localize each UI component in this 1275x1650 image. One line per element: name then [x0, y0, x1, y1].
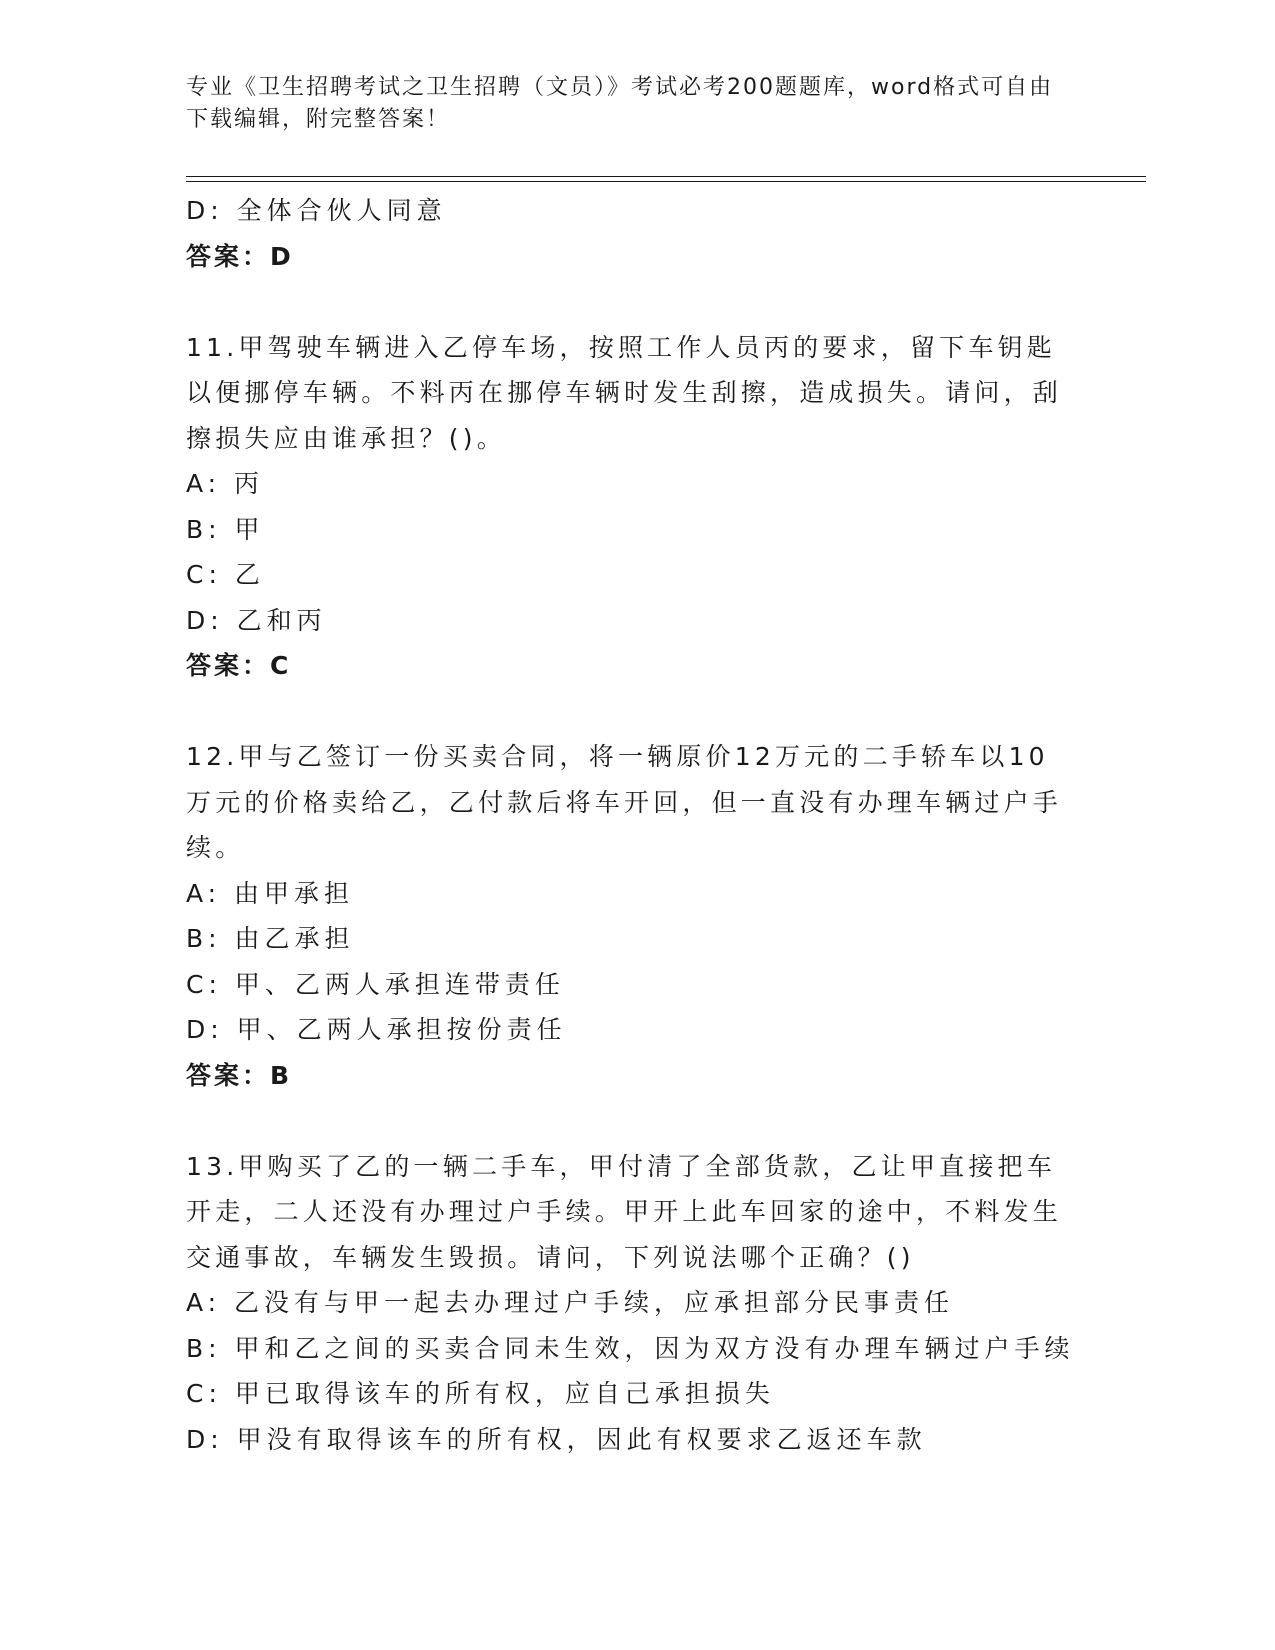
- header-divider-top: [186, 176, 1146, 177]
- question-13: [186, 1144, 1075, 1463]
- question-stem: 11.甲驾驶车辆进入乙停车场，按照工作人员丙的要求，留下车钥匙以便挪停车辆。不料丙在挪停车辆时发生刮擦，造成损失。请问，刮擦损失应由谁承担？()。: [186, 332, 1063, 453]
- option-d: D: 甲、乙两人承担按份责任: [186, 1015, 567, 1044]
- option-c: C: 甲已取得该车的所有权，应自己承担损失: [186, 1379, 775, 1408]
- answer-line: 答案：C: [186, 651, 292, 680]
- option-a: A: 丙: [186, 469, 265, 498]
- option-a: A: 乙没有与甲一起去办理过户手续，应承担部分民事责任: [186, 1288, 955, 1317]
- header-divider-bottom: [186, 181, 1146, 182]
- question-stem: 12.甲与乙签订一份买卖合同，将一辆原价12万元的二手轿车以10万元的价格卖给乙，乙付款后将车开回，但一直没有办理车辆过户手续。: [186, 742, 1063, 862]
- option-b: B: 由乙承担: [186, 924, 355, 953]
- option-b: B: 甲和乙之间的买卖合同未生效，因为双方没有办理车辆过户手续: [186, 1333, 1075, 1363]
- option-c: C: 乙: [186, 560, 265, 589]
- option-d: D: 甲没有取得该车的所有权，因此有权要求乙返还车款: [186, 1424, 927, 1454]
- option-c: C: 甲、乙两人承担连带责任: [186, 969, 565, 999]
- question-11: [186, 325, 1066, 689]
- option-d: D: 乙和丙: [186, 605, 327, 635]
- option-d: D: 全体合伙人同意: [186, 196, 447, 225]
- answer-line: 答案：B: [186, 1060, 293, 1090]
- page-header: 专业《卫生招聘考试之卫生招聘（文员）》考试必考200题题库，word格式可自由下载编辑，附完整答案！: [186, 75, 1054, 132]
- question-12: [186, 734, 1066, 1098]
- answer-line: 答案：D: [186, 241, 294, 271]
- option-b: B: 甲: [186, 514, 265, 544]
- question-stem: 13.甲购买了乙的一辆二手车，甲付清了全部货款，乙让甲直接把车开走，二人还没有办理过户手续。甲开上此车回家的途中，不料发生交通事故，车辆发生毁损。请问，下列说法哪个正确？(): [186, 1151, 1063, 1272]
- question-list: [186, 188, 1075, 1462]
- option-a: A: 由甲承担: [186, 878, 355, 908]
